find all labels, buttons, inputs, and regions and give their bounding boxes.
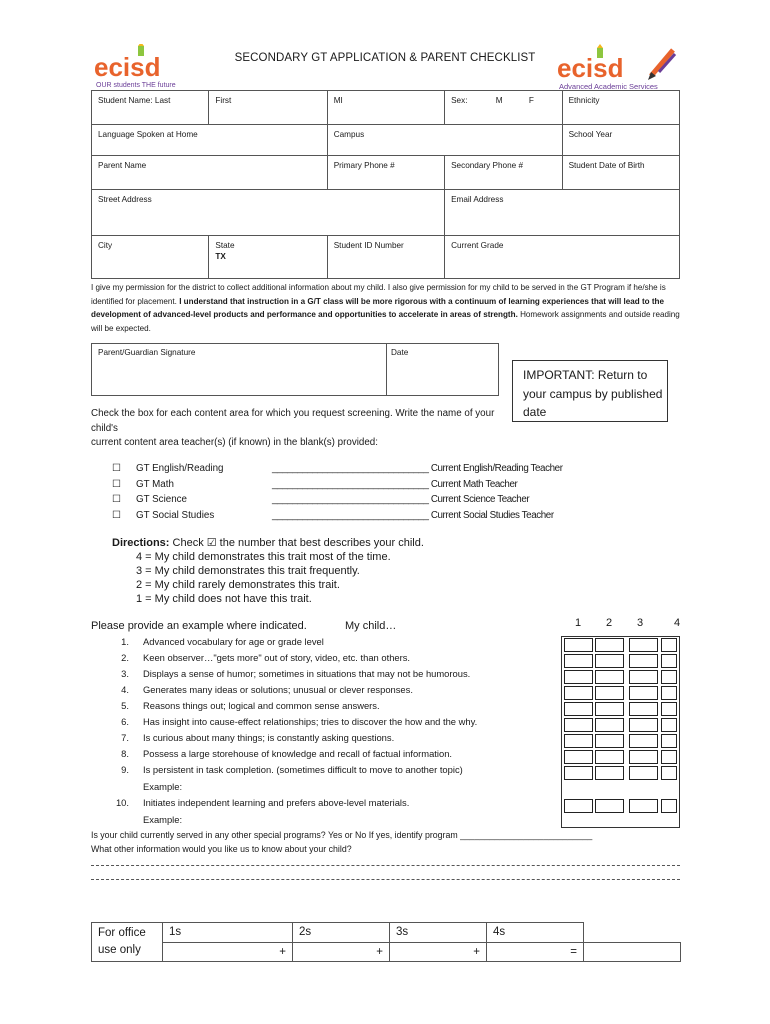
- answer-line[interactable]: [91, 865, 680, 867]
- signature-box: [91, 343, 499, 396]
- math-checkbox[interactable]: ☐: [112, 478, 121, 490]
- social-studies-teacher-blank[interactable]: _______________________________ Current Social Studies Teacher: [272, 509, 554, 521]
- rating-checkbox[interactable]: [661, 766, 677, 780]
- rating-checkbox[interactable]: [564, 670, 593, 684]
- scale-item: 1 = My child does not have this trait.: [136, 593, 312, 605]
- office-4s-label: 4s: [487, 923, 584, 943]
- sex-f-option[interactable]: F: [528, 96, 534, 105]
- office-2s-total[interactable]: +: [293, 942, 390, 962]
- rating-checkbox[interactable]: [564, 718, 593, 732]
- rating-header-3: 3: [636, 617, 644, 629]
- answer-line[interactable]: [91, 879, 680, 881]
- rating-directions: Directions: Check ☑ the number that best describes your child. 4 = My child demonstrates this trait most of the time. 3 = My child demonstrates this trait frequently. 2 = My child rarely demonstrates this trait. 1 = My child does not have this trait.: [112, 537, 424, 605]
- rating-header-4: 4: [673, 617, 681, 629]
- signature-date-label: Date: [391, 348, 409, 357]
- rating-checkbox[interactable]: [629, 799, 658, 813]
- sex-m-option[interactable]: M: [495, 96, 503, 105]
- rating-checkbox[interactable]: [564, 799, 593, 813]
- social-studies-checkbox[interactable]: ☐: [112, 509, 121, 521]
- english-checkbox[interactable]: ☐: [112, 463, 121, 474]
- rating-checkbox[interactable]: [595, 686, 624, 700]
- rating-checkbox[interactable]: [564, 654, 593, 668]
- language-field[interactable]: Language Spoken at Home: [92, 125, 328, 156]
- scale-item: 3 = My child demonstrates this trait frequently.: [136, 565, 360, 577]
- rating-header-2: 2: [605, 617, 613, 629]
- email-address-field[interactable]: Email Address: [445, 190, 680, 236]
- office-use-label: For office use only: [92, 923, 163, 962]
- subject-checklist: [112, 463, 632, 525]
- rating-checkbox[interactable]: [629, 718, 658, 732]
- permission-statement: I give my permission for the district to collect additional information about my child. I also give permission for my child to be served in the GT Program if he/she is identified for placement. I understand that instruction in a G/T class will be more rigorous with a continuum of learning experiences that will lead to the development of advanced-level products and performance and opportunities to accelerate in areas of strength. Homework assignments and outside reading will be expected.: [91, 283, 680, 333]
- office-2s-label: 2s: [293, 923, 390, 943]
- rating-checkbox[interactable]: [629, 750, 658, 764]
- rating-checkbox[interactable]: [629, 734, 658, 748]
- rating-checkbox[interactable]: [595, 638, 624, 652]
- rating-checkbox[interactable]: [564, 766, 593, 780]
- mi-field[interactable]: MI: [327, 91, 444, 125]
- rating-checkbox[interactable]: [661, 718, 677, 732]
- rating-checkbox[interactable]: [564, 734, 593, 748]
- important-notice: IMPORTANT: Return to your campus by published date: [512, 360, 668, 422]
- rating-checkbox[interactable]: [661, 670, 677, 684]
- rating-checkbox[interactable]: [595, 702, 624, 716]
- first-name-field[interactable]: First: [209, 91, 327, 125]
- office-use-table: [91, 922, 681, 962]
- logo-left-text: ecisd: [94, 52, 161, 82]
- rating-checkbox[interactable]: [564, 702, 593, 716]
- science-checkbox[interactable]: ☐: [112, 494, 121, 506]
- state-field[interactable]: State TX: [209, 236, 327, 279]
- office-grand-total[interactable]: [584, 942, 681, 962]
- current-grade-field[interactable]: Current Grade: [445, 236, 680, 279]
- rating-checkbox[interactable]: [595, 734, 624, 748]
- rating-checkbox[interactable]: [661, 638, 677, 652]
- special-programs-question[interactable]: Is your child currently served in any other special programs? Yes or No If yes, identify program ___________________________: [91, 830, 593, 840]
- office-4s-total[interactable]: =: [487, 942, 584, 962]
- logo-right-subtitle: Advanced Academic Services: [559, 82, 658, 91]
- rating-header-1: 1: [574, 617, 582, 629]
- subject-row-science: [112, 494, 632, 510]
- student-info-table: [91, 90, 680, 279]
- rating-checkbox[interactable]: [564, 686, 593, 700]
- office-1s-total[interactable]: +: [163, 942, 293, 962]
- subject-row-math: [112, 479, 632, 495]
- scale-item: 4 = My child demonstrates this trait most of the time.: [136, 551, 391, 563]
- parent-signature-label: Parent/Guardian Signature: [98, 348, 196, 357]
- logo-left-tagline: OUR students THE future: [96, 82, 176, 89]
- rating-checkbox[interactable]: [661, 654, 677, 668]
- subject-name: GT Social Studies: [136, 509, 215, 521]
- rating-checkbox[interactable]: [629, 766, 658, 780]
- rating-checkbox[interactable]: [661, 750, 677, 764]
- parent-signature-field[interactable]: [92, 344, 386, 395]
- my-child-heading: My child…: [345, 620, 397, 632]
- subject-name: GT Science: [136, 494, 188, 506]
- city-field[interactable]: City: [92, 236, 209, 279]
- logo-right-text: ecisd: [557, 53, 624, 83]
- rating-checkbox[interactable]: [661, 799, 677, 813]
- office-1s-label: 1s: [163, 923, 293, 943]
- ethnicity-field[interactable]: Ethnicity: [562, 91, 679, 125]
- scale-item: 2 = My child rarely demonstrates this trait.: [136, 579, 340, 591]
- street-address-field[interactable]: Street Address: [92, 190, 445, 236]
- rating-checkbox[interactable]: [629, 670, 658, 684]
- student-name-last-field[interactable]: Student Name: Last: [92, 91, 209, 125]
- office-3s-label: 3s: [390, 923, 487, 943]
- rating-checkbox[interactable]: [661, 734, 677, 748]
- rating-checkbox[interactable]: [629, 686, 658, 700]
- rating-checkbox[interactable]: [564, 638, 593, 652]
- school-year-field[interactable]: School Year: [562, 125, 679, 156]
- office-3s-total[interactable]: +: [390, 942, 487, 962]
- rating-checkbox[interactable]: [595, 654, 624, 668]
- rating-checkbox[interactable]: [661, 702, 677, 716]
- subject-row-english: [112, 463, 632, 479]
- other-info-question: What other information would you like us to know about your child?: [91, 844, 352, 854]
- office-blank: [584, 923, 681, 943]
- campus-field[interactable]: Campus: [327, 125, 562, 156]
- parent-name-field[interactable]: Parent Name: [92, 156, 328, 190]
- sex-field[interactable]: Sex: M F: [445, 91, 562, 125]
- student-id-field[interactable]: Student ID Number: [327, 236, 444, 279]
- check-instructions: Check the box for each content area for which you request screening. Write the name of your child's current content area teacher(s) (if known) in the blank(s) provided:: [91, 408, 495, 448]
- rating-grid: [561, 636, 680, 828]
- rating-checkbox[interactable]: [595, 750, 624, 764]
- rating-checkbox[interactable]: [564, 750, 593, 764]
- rating-checkbox[interactable]: [629, 638, 658, 652]
- rating-checkbox[interactable]: [595, 718, 624, 732]
- rating-checkbox[interactable]: [629, 702, 658, 716]
- subject-name: GT English/Reading: [136, 463, 224, 474]
- rating-checkbox[interactable]: [629, 654, 658, 668]
- state-value: TX: [215, 252, 226, 261]
- english-teacher-blank[interactable]: _______________________________ Current English/Reading Teacher: [272, 463, 563, 474]
- science-teacher-blank[interactable]: _______________________________ Current Science Teacher: [272, 494, 530, 506]
- rating-checkbox[interactable]: [661, 686, 677, 700]
- signature-date-field[interactable]: [387, 344, 498, 395]
- student-dob-field[interactable]: Student Date of Birth: [562, 156, 679, 190]
- ecisd-logo-left: [92, 44, 192, 90]
- primary-phone-field[interactable]: Primary Phone #: [327, 156, 444, 190]
- rating-checkbox[interactable]: [595, 799, 624, 813]
- rating-checkbox[interactable]: [595, 766, 624, 780]
- please-provide-example: Please provide an example where indicated.: [91, 620, 307, 632]
- subject-name: GT Math: [136, 478, 174, 490]
- rating-checkbox[interactable]: [595, 670, 624, 684]
- subject-row-social-studies: [112, 510, 632, 526]
- secondary-phone-field[interactable]: Secondary Phone #: [445, 156, 562, 190]
- math-teacher-blank[interactable]: _______________________________ Current Math Teacher: [272, 478, 518, 490]
- page-title: SECONDARY GT APPLICATION & PARENT CHECKLIST: [234, 52, 536, 64]
